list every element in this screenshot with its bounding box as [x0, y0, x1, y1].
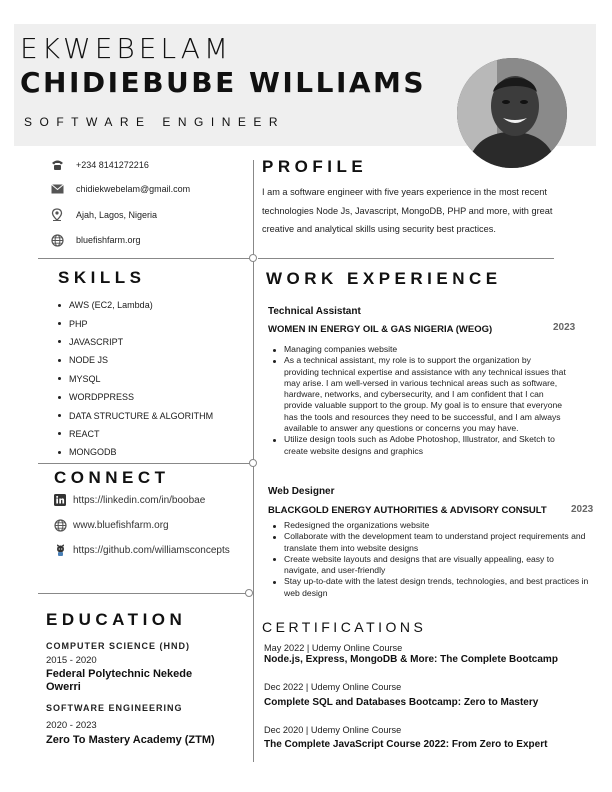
- contact-email: [50, 181, 190, 197]
- cert-name: Complete SQL and Databases Bootcamp: Zero to Mastery: [264, 697, 539, 708]
- education-degree: SOFTWARE ENGINEERING: [46, 703, 183, 713]
- divider-education: [38, 593, 248, 594]
- phone-icon: [50, 158, 64, 172]
- job-year: 2023: [553, 322, 576, 333]
- envelope-icon: [50, 182, 64, 196]
- skill-item: WORDPPRESS: [58, 388, 213, 406]
- website-text[interactable]: bluefishfarm.org: [76, 235, 141, 245]
- cert-meta: Dec 2022 | Udemy Online Course: [264, 682, 402, 692]
- divider-connect: [38, 463, 250, 464]
- last-name: CHIDIEBUBE WILLIAMS: [20, 66, 427, 99]
- education-degree: COMPUTER SCIENCE (HND): [46, 641, 191, 651]
- contact-location: [50, 207, 157, 223]
- connect-github: [53, 542, 230, 558]
- education-title: EDUCATION: [46, 610, 187, 629]
- skill-item: PHP: [58, 314, 213, 332]
- github-link[interactable]: https://github.com/williamsconcepts: [73, 544, 230, 556]
- globe-icon: [50, 233, 64, 247]
- job-company: WOMEN IN ENERGY OIL & GAS NIGERIA (WEOG): [268, 324, 493, 335]
- skill-item: NODE JS: [58, 351, 213, 369]
- cert-name: Node.js, Express, MongoDB & More: The Complete Bootcamp: [264, 654, 558, 665]
- job-role: Technical Assistant: [268, 306, 361, 317]
- education-years: 2015 - 2020: [46, 655, 97, 666]
- divider-work: [258, 258, 554, 259]
- job-bullet: Collaborate with the development team to understand project requirements and translate them into website designs: [272, 531, 590, 554]
- timeline-node: [249, 254, 257, 262]
- skill-item: MONGODB: [58, 443, 213, 461]
- work-title: WORK EXPERIENCE: [266, 269, 502, 288]
- certifications-title: CERTIFICATIONS: [262, 619, 427, 635]
- profile-text: I am a software engineer with five years experience in the most recent technologies Node Js, Javascript, MongoDB, PHP and more, with great creative and analytical skills using security best practices.: [262, 187, 553, 234]
- website-link[interactable]: www.bluefishfarm.org: [73, 519, 169, 531]
- skills-list: [58, 296, 213, 462]
- phone-text: +234 8141272216: [76, 160, 149, 170]
- skill-item: MYSQL: [58, 370, 213, 388]
- connect-title: CONNECT: [54, 468, 170, 487]
- profile-title: PROFILE: [262, 157, 368, 176]
- skill-item: AWS (EC2, Lambda): [58, 296, 213, 314]
- timeline-node: [249, 459, 257, 467]
- job-bullet: Redesigned the organizations website: [272, 520, 590, 531]
- globe-icon: [53, 518, 67, 532]
- education-school: Zero To Mastery Academy (ZTM): [46, 734, 215, 746]
- job-title: SOFTWARE ENGINEER: [24, 115, 286, 129]
- job-bullet: As a technical assistant, my role is to support the organization by providing technical expertise and assistance with any technical issues that may arise. I am well-versed in various technical areas such as software, hardware, networks, and cybersecurity, and I am confident that I can provide valuable support to the group. My goal is to ensure that everyone has the tools and resources they need to be successful, and I am always available to answer any questions or concerns you may have.: [272, 355, 568, 434]
- skills-title: SKILLS: [58, 268, 146, 287]
- linkedin-icon: [53, 493, 67, 507]
- job-role: Web Designer: [268, 486, 335, 497]
- github-icon: [53, 543, 67, 557]
- job-company: BLACKGOLD ENERGY AUTHORITIES & ADVISORY CONSULT: [268, 505, 547, 516]
- contact-website: [50, 232, 141, 248]
- education-school: Federal Polytechnic Nekede Owerri: [46, 668, 193, 693]
- education-years: 2020 - 2023: [46, 720, 97, 731]
- job-year: 2023: [571, 504, 594, 515]
- cert-meta: May 2022 | Udemy Online Course: [264, 643, 403, 653]
- email-text[interactable]: chidiekwebelam@gmail.com: [76, 184, 191, 194]
- skill-item: REACT: [58, 425, 213, 443]
- connect-website: [53, 517, 169, 533]
- map-pin-icon: [50, 208, 64, 222]
- job-bullets: [272, 344, 568, 457]
- job-bullet: Managing companies website: [272, 344, 568, 355]
- location-text: Ajah, Lagos, Nigeria: [76, 210, 158, 220]
- linkedin-link[interactable]: https://linkedin.com/in/boobae: [73, 494, 206, 506]
- timeline-node: [245, 589, 253, 597]
- job-bullet: Utilize design tools such as Adobe Photoshop, Illustrator, and Sketch to create website designs and graphics: [272, 434, 568, 457]
- skill-item: JAVASCRIPT: [58, 333, 213, 351]
- contact-phone: [50, 157, 149, 173]
- profile-photo: [457, 58, 567, 168]
- divider-skills: [38, 258, 250, 259]
- first-name: EKWEBELAM: [20, 32, 233, 65]
- cert-meta: Dec 2020 | Udemy Online Course: [264, 725, 402, 735]
- skill-item: DATA STRUCTURE & ALGORITHM: [58, 406, 213, 424]
- cert-name: The Complete JavaScript Course 2022: From Zero to Expert: [264, 739, 548, 750]
- job-bullet: Create website layouts and designs that are visually appealing, easy to navigate, and user-friendly: [272, 554, 590, 577]
- connect-linkedin: [53, 492, 205, 508]
- job-bullets: [272, 520, 590, 599]
- job-bullet: Stay up-to-date with the latest design trends, technologies, and best practices in web design: [272, 576, 590, 599]
